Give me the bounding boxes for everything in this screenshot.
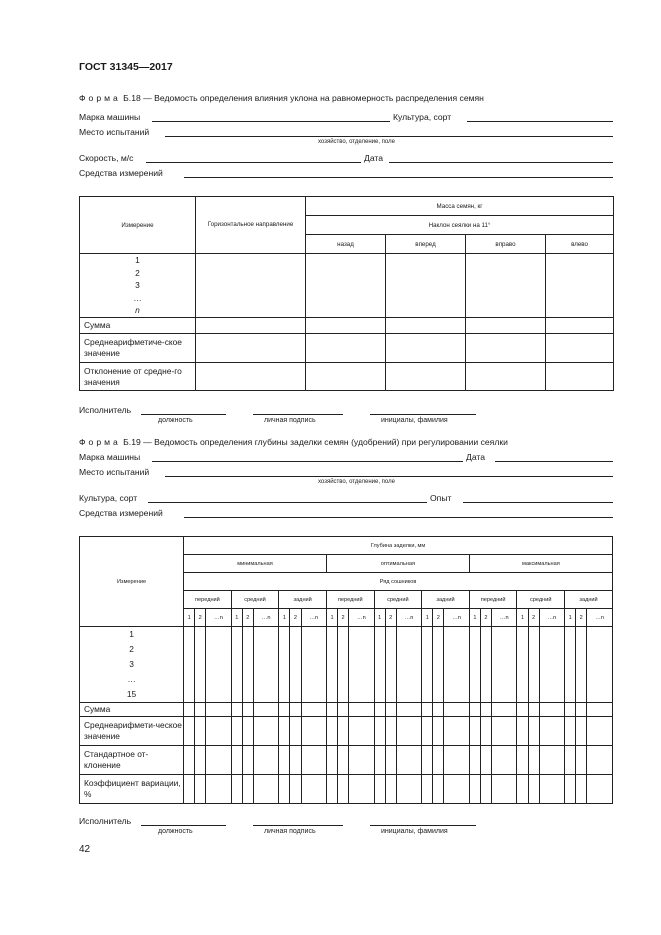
table-cell[interactable] <box>242 703 253 717</box>
f19-head-measure: Измерение <box>80 537 184 627</box>
table-cell[interactable] <box>196 363 306 391</box>
form18-means-field[interactable] <box>184 177 613 178</box>
f19-std-label: Стандартное от-клонение <box>80 746 184 775</box>
form19-position-field[interactable] <box>141 825 226 826</box>
f19-head-num-1: 1 <box>374 609 385 627</box>
table-cell[interactable] <box>196 318 306 334</box>
table-cell[interactable] <box>576 717 587 746</box>
table-cell[interactable] <box>469 627 480 703</box>
table-cell[interactable] <box>396 775 421 804</box>
table-cell[interactable] <box>492 703 517 717</box>
table-cell[interactable] <box>517 775 528 804</box>
table-cell[interactable] <box>528 627 539 703</box>
f19-head-num-2: 2 <box>385 609 396 627</box>
form19-sig-name: инициалы, фамилия <box>381 828 448 835</box>
f19-head-num-n: …n <box>253 609 278 627</box>
f19-head-max: максимальная <box>469 555 612 573</box>
table-cell[interactable] <box>386 318 466 334</box>
table-cell[interactable] <box>546 318 614 334</box>
table-cell[interactable] <box>196 254 306 318</box>
form18-place-label: Место испытаний <box>79 127 150 137</box>
f19-row-3: 3 <box>129 659 134 669</box>
table-cell[interactable] <box>480 717 491 746</box>
form18-title <box>79 93 484 103</box>
table-cell[interactable] <box>184 775 195 804</box>
table-cell[interactable] <box>444 717 469 746</box>
table-cell[interactable] <box>184 717 195 746</box>
table-cell[interactable] <box>242 627 253 703</box>
f19-head-num-2: 2 <box>290 609 301 627</box>
table-cell[interactable] <box>184 627 195 703</box>
table-cell[interactable] <box>326 703 337 717</box>
form18-title-rest: Б.18 — Ведомость определения влияния уклона на равномерность распределения семян <box>120 93 484 103</box>
form18-title-word: Форма <box>79 93 121 103</box>
form19-experiment-label: Опыт <box>430 493 452 503</box>
f19-row-2: 2 <box>129 644 134 654</box>
table-cell[interactable] <box>576 775 587 804</box>
table-cell[interactable] <box>306 363 386 391</box>
f19-head-rear: задний <box>565 591 613 609</box>
table-cell[interactable] <box>546 334 614 363</box>
form19-signature-field[interactable] <box>253 825 343 826</box>
table-cell[interactable] <box>433 775 444 804</box>
f19-head-rear: задний <box>422 591 470 609</box>
table-cell[interactable] <box>196 334 306 363</box>
table-cell[interactable] <box>326 746 337 775</box>
f18-row-n: n <box>135 305 140 316</box>
f19-head-num-2: 2 <box>338 609 349 627</box>
form19-sig-position: должность <box>158 828 193 835</box>
table-cell[interactable] <box>492 717 517 746</box>
table-cell[interactable] <box>279 627 290 703</box>
table-cell[interactable] <box>385 775 396 804</box>
f19-head-num-1: 1 <box>231 609 242 627</box>
table-cell[interactable] <box>422 775 433 804</box>
f19-head-opt: оптимальная <box>326 555 469 573</box>
table-cell[interactable] <box>349 717 374 746</box>
table-cell[interactable] <box>469 746 480 775</box>
table-cell[interactable] <box>290 627 301 703</box>
table-cell[interactable] <box>539 627 564 703</box>
table-cell[interactable] <box>301 717 326 746</box>
table-cell[interactable] <box>279 717 290 746</box>
table-cell[interactable] <box>576 627 587 703</box>
table-cell[interactable] <box>422 703 433 717</box>
table-cell[interactable] <box>306 254 386 318</box>
f18-head-measure: Измерение <box>80 197 196 254</box>
f18-row-3: 3 <box>135 280 140 291</box>
table-cell[interactable] <box>480 703 491 717</box>
f19-head-num-1: 1 <box>279 609 290 627</box>
table-cell[interactable] <box>338 717 349 746</box>
f19-head-num-n: …n <box>492 609 517 627</box>
table-cell[interactable] <box>587 746 613 775</box>
f18-mean-label: Среднеарифметиче-ское значение <box>80 334 196 363</box>
table-cell[interactable] <box>338 627 349 703</box>
form18-position-field[interactable] <box>141 414 226 415</box>
table-cell[interactable] <box>480 627 491 703</box>
table-cell[interactable] <box>349 703 374 717</box>
document-header: ГОСТ 31345—2017 <box>79 61 173 73</box>
table-cell[interactable] <box>349 746 374 775</box>
table-cell[interactable] <box>565 703 576 717</box>
f19-head-depth: Глубина заделки, мм <box>184 537 613 555</box>
form18-sig-name: инициалы, фамилия <box>381 417 448 424</box>
form19-sig-signature: личная подпись <box>264 828 316 835</box>
table-cell[interactable] <box>242 717 253 746</box>
table-cell[interactable] <box>396 717 421 746</box>
table-cell[interactable] <box>374 775 385 804</box>
f19-head-num-2: 2 <box>576 609 587 627</box>
f19-row-15: 15 <box>126 689 137 699</box>
table-cell[interactable] <box>422 717 433 746</box>
f19-head-num-n: …n <box>349 609 374 627</box>
form19-table <box>79 536 613 804</box>
form19-place-label: Место испытаний <box>79 467 150 477</box>
f19-head-rear: задний <box>279 591 327 609</box>
f19-row-numbers <box>80 627 184 703</box>
table-cell[interactable] <box>492 746 517 775</box>
table-cell[interactable] <box>206 775 231 804</box>
table-cell[interactable] <box>349 627 374 703</box>
table-cell[interactable] <box>528 717 539 746</box>
f18-row-numbers <box>80 254 196 318</box>
table-cell[interactable] <box>396 627 421 703</box>
page-number: 42 <box>79 844 91 855</box>
f19-head-num-n: …n <box>206 609 231 627</box>
form19-crop-label: Культура, сорт <box>79 493 138 503</box>
f19-coef-label: Коэффициент вариации, % <box>80 775 184 804</box>
table-cell[interactable] <box>279 775 290 804</box>
form19-crop-field[interactable] <box>148 502 427 503</box>
table-cell[interactable] <box>469 703 480 717</box>
form18-machine-label: Марка машины <box>79 112 141 122</box>
table-cell[interactable] <box>195 717 206 746</box>
f19-sum-label: Сумма <box>80 703 184 717</box>
table-cell[interactable] <box>301 775 326 804</box>
table-cell[interactable] <box>433 627 444 703</box>
table-cell[interactable] <box>444 746 469 775</box>
f19-head-num-1: 1 <box>326 609 337 627</box>
table-cell[interactable] <box>539 746 564 775</box>
table-cell[interactable] <box>539 775 564 804</box>
f18-head-incline: Наклон сеялки на 11° <box>306 216 614 235</box>
table-cell[interactable] <box>546 363 614 391</box>
table-cell[interactable] <box>279 703 290 717</box>
table-cell[interactable] <box>290 703 301 717</box>
table-cell[interactable] <box>565 775 576 804</box>
table-cell[interactable] <box>576 746 587 775</box>
table-cell[interactable] <box>480 775 491 804</box>
form19-place-hint: хозяйство, отделение, поле <box>318 479 395 485</box>
form18-crop-label: Культура, сорт <box>393 112 452 122</box>
table-cell[interactable] <box>301 703 326 717</box>
table-cell[interactable] <box>546 254 614 318</box>
f18-row-2: 2 <box>135 267 140 278</box>
f19-head-num-1: 1 <box>184 609 195 627</box>
form18-speed-field[interactable] <box>146 162 361 163</box>
f18-head-right: вправо <box>466 235 546 254</box>
table-cell[interactable] <box>517 703 528 717</box>
table-cell[interactable] <box>326 717 337 746</box>
form18-place-field[interactable] <box>165 136 613 137</box>
table-cell[interactable] <box>587 703 613 717</box>
table-cell[interactable] <box>422 627 433 703</box>
form18-sig-signature: личная подпись <box>264 417 316 424</box>
f19-head-front: передний <box>469 591 517 609</box>
table-cell[interactable] <box>539 703 564 717</box>
f19-head-num-1: 1 <box>422 609 433 627</box>
table-cell[interactable] <box>184 746 195 775</box>
table-cell[interactable] <box>444 627 469 703</box>
table-cell[interactable] <box>253 703 278 717</box>
f18-head-back: назад <box>306 235 386 254</box>
f18-head-forward: вперед <box>386 235 466 254</box>
f18-head-mass: Масса семян, кг <box>306 197 614 216</box>
form18-sig-position: должность <box>158 417 193 424</box>
table-cell[interactable] <box>386 363 466 391</box>
form19-title-word: Форма <box>79 437 121 447</box>
table-cell[interactable] <box>433 703 444 717</box>
table-cell[interactable] <box>517 627 528 703</box>
table-cell[interactable] <box>517 717 528 746</box>
table-cell[interactable] <box>565 746 576 775</box>
f19-head-row: Ряд сошников <box>184 573 613 591</box>
table-cell[interactable] <box>444 775 469 804</box>
f19-row-1: 1 <box>129 629 134 639</box>
form19-means-field[interactable] <box>184 517 613 518</box>
table-cell[interactable] <box>469 775 480 804</box>
table-cell[interactable] <box>492 775 517 804</box>
form19-executor-label: Исполнитель <box>79 816 132 826</box>
table-cell[interactable] <box>385 703 396 717</box>
table-cell[interactable] <box>206 703 231 717</box>
table-cell[interactable] <box>349 775 374 804</box>
form18-signature-field[interactable] <box>253 414 343 415</box>
table-cell[interactable] <box>565 717 576 746</box>
table-cell[interactable] <box>539 717 564 746</box>
table-cell[interactable] <box>195 746 206 775</box>
form19-means-label: Средства измерений <box>79 508 163 518</box>
form18-date-field[interactable] <box>389 162 613 163</box>
table-cell[interactable] <box>396 746 421 775</box>
form18-means-label: Средства измерений <box>79 168 163 178</box>
table-cell[interactable] <box>444 703 469 717</box>
table-cell[interactable] <box>206 746 231 775</box>
table-cell[interactable] <box>290 746 301 775</box>
table-cell[interactable] <box>386 254 466 318</box>
table-cell[interactable] <box>290 717 301 746</box>
table-cell[interactable] <box>587 627 613 703</box>
f19-head-num-2: 2 <box>480 609 491 627</box>
table-cell[interactable] <box>231 746 242 775</box>
table-cell[interactable] <box>528 775 539 804</box>
table-cell[interactable] <box>480 746 491 775</box>
form19-name-field[interactable] <box>370 825 476 826</box>
f18-sum-label: Сумма <box>80 318 196 334</box>
f19-head-num-n: …n <box>539 609 564 627</box>
form18-place-hint: хозяйство, отделение, поле <box>318 139 395 145</box>
f19-head-middle: средний <box>517 591 565 609</box>
form18-crop-field[interactable] <box>467 121 613 122</box>
table-cell[interactable] <box>242 746 253 775</box>
f19-head-front: передний <box>184 591 232 609</box>
table-cell[interactable] <box>301 746 326 775</box>
f19-head-num-2: 2 <box>528 609 539 627</box>
table-cell[interactable] <box>206 627 231 703</box>
table-cell[interactable] <box>466 334 546 363</box>
table-cell[interactable] <box>326 775 337 804</box>
table-cell[interactable] <box>374 627 385 703</box>
table-cell[interactable] <box>306 318 386 334</box>
form19-title-rest: Б.19 — Ведомость определения глубины заделки семян (удобрений) при регулировании сеялки <box>120 437 508 447</box>
table-cell[interactable] <box>338 775 349 804</box>
table-cell[interactable] <box>466 318 546 334</box>
table-cell[interactable] <box>374 746 385 775</box>
table-cell[interactable] <box>338 746 349 775</box>
form18-speed-label: Скорость, м/с <box>79 153 134 163</box>
form18-machine-field[interactable] <box>152 121 390 122</box>
table-cell[interactable] <box>565 627 576 703</box>
table-cell[interactable] <box>306 334 386 363</box>
f19-head-num-n: …n <box>396 609 421 627</box>
form19-experiment-field[interactable] <box>463 502 613 503</box>
table-cell[interactable] <box>492 627 517 703</box>
form19-place-field[interactable] <box>165 476 613 477</box>
form19-machine-label: Марка машины <box>79 452 141 462</box>
form19-date-field[interactable] <box>495 461 613 462</box>
f19-head-front: передний <box>326 591 374 609</box>
table-cell[interactable] <box>386 334 466 363</box>
table-cell[interactable] <box>231 717 242 746</box>
table-cell[interactable] <box>253 627 278 703</box>
table-cell[interactable] <box>587 717 613 746</box>
f19-head-num-1: 1 <box>517 609 528 627</box>
f18-head-horizontal: Горизонтальное направление <box>196 197 306 254</box>
table-cell[interactable] <box>469 717 480 746</box>
form18-executor-label: Исполнитель <box>79 405 132 415</box>
f18-row-ellipsis: … <box>133 292 142 303</box>
table-cell[interactable] <box>338 703 349 717</box>
table-cell[interactable] <box>385 746 396 775</box>
f19-head-num-2: 2 <box>195 609 206 627</box>
table-cell[interactable] <box>517 746 528 775</box>
table-cell[interactable] <box>326 627 337 703</box>
f18-head-left: влево <box>546 235 614 254</box>
table-cell[interactable] <box>195 627 206 703</box>
table-cell[interactable] <box>195 775 206 804</box>
table-cell[interactable] <box>242 775 253 804</box>
table-cell[interactable] <box>231 775 242 804</box>
table-cell[interactable] <box>587 775 613 804</box>
table-cell[interactable] <box>396 703 421 717</box>
table-cell[interactable] <box>528 746 539 775</box>
f18-row-1: 1 <box>135 255 140 266</box>
f19-mean-label: Среднеарифмети-ческое значение <box>80 717 184 746</box>
table-cell[interactable] <box>253 717 278 746</box>
form18-name-field[interactable] <box>370 414 476 415</box>
table-cell[interactable] <box>206 717 231 746</box>
table-cell[interactable] <box>374 717 385 746</box>
table-cell[interactable] <box>466 363 546 391</box>
table-cell[interactable] <box>279 746 290 775</box>
f19-head-num-n: …n <box>301 609 326 627</box>
f19-head-num-2: 2 <box>242 609 253 627</box>
f19-head-middle: средний <box>374 591 422 609</box>
f19-head-min: минимальная <box>184 555 327 573</box>
table-cell[interactable] <box>385 627 396 703</box>
table-cell[interactable] <box>374 703 385 717</box>
f19-row-ellipsis: … <box>127 674 136 684</box>
table-cell[interactable] <box>301 627 326 703</box>
table-cell[interactable] <box>528 703 539 717</box>
table-cell[interactable] <box>422 746 433 775</box>
f19-head-num-n: …n <box>587 609 613 627</box>
form19-date-label: Дата <box>466 452 486 462</box>
f19-head-num-1: 1 <box>469 609 480 627</box>
f18-deviation-label: Отклонение от средне-го значения <box>80 363 196 391</box>
table-cell[interactable] <box>290 775 301 804</box>
f19-head-num-1: 1 <box>565 609 576 627</box>
f19-head-num-2: 2 <box>433 609 444 627</box>
table-cell[interactable] <box>385 717 396 746</box>
f19-head-num-n: …n <box>444 609 469 627</box>
form18-date-label: Дата <box>364 153 384 163</box>
form19-machine-field[interactable] <box>152 461 463 462</box>
form18-table <box>79 196 614 391</box>
table-cell[interactable] <box>253 746 278 775</box>
table-cell[interactable] <box>184 703 195 717</box>
f19-head-middle: средний <box>231 591 279 609</box>
form19-title <box>79 437 508 447</box>
table-cell[interactable] <box>433 746 444 775</box>
table-cell[interactable] <box>576 703 587 717</box>
table-cell[interactable] <box>466 254 546 318</box>
table-cell[interactable] <box>253 775 278 804</box>
table-cell[interactable] <box>231 703 242 717</box>
table-cell[interactable] <box>195 703 206 717</box>
table-cell[interactable] <box>433 717 444 746</box>
table-cell[interactable] <box>231 627 242 703</box>
